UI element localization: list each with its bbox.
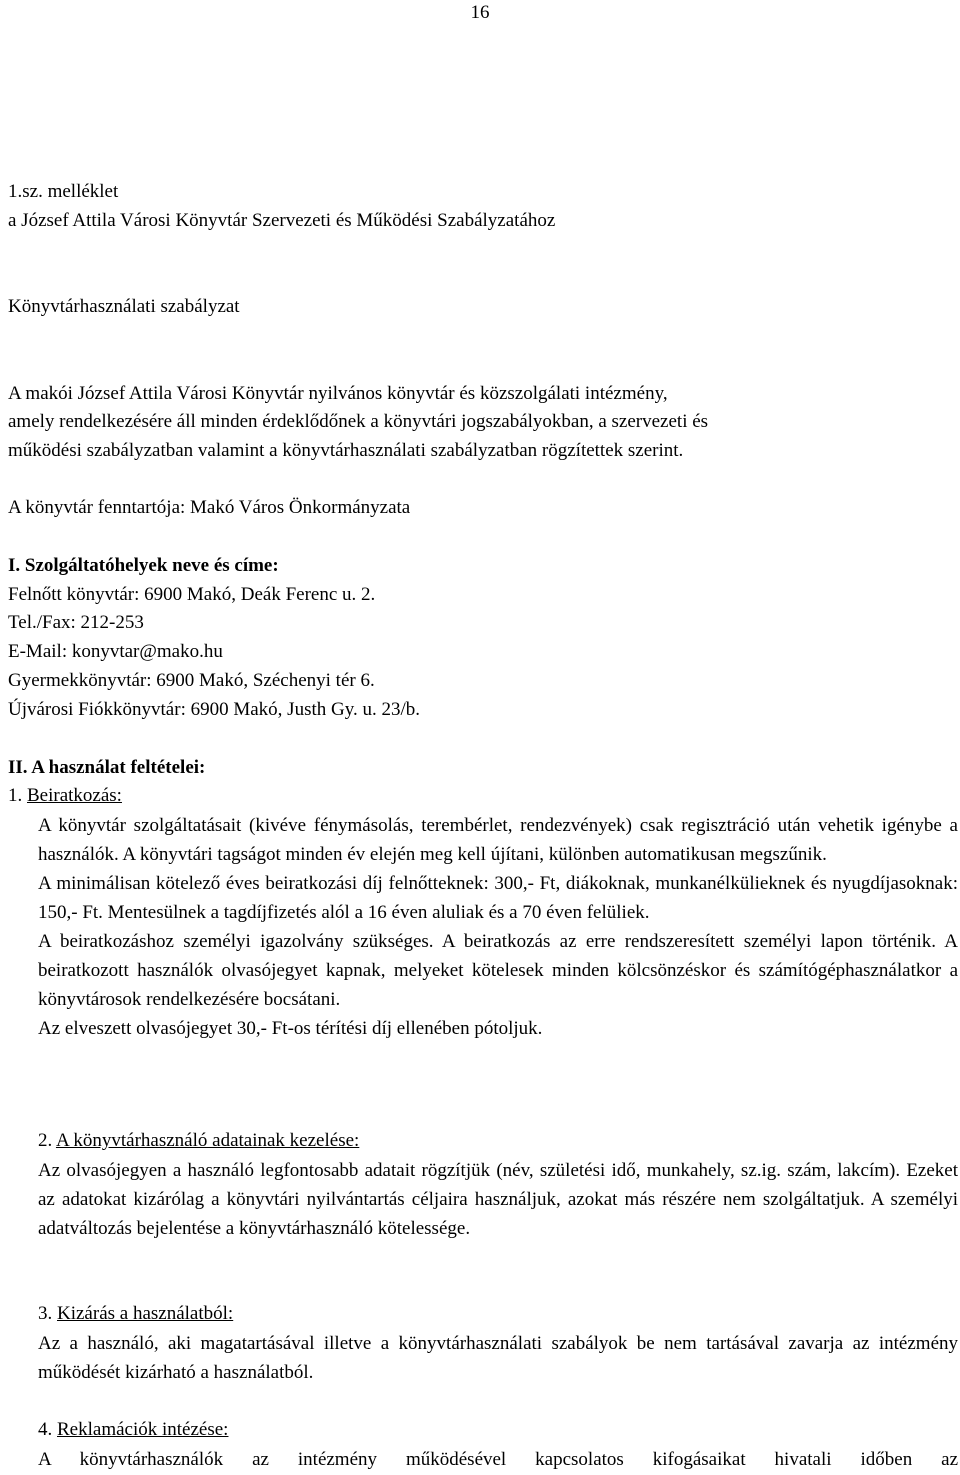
sub-1-paragraph: A könyvtár szolgáltatásait (kivéve fénymásolás, terembérlet, rendezvények) csak regisztráció után vehetik igénybe a használók. A könyvtári tagságot minden év elején meg kell újítani, különben automatikusan megszűnik. — [38, 815, 958, 865]
section-2-heading: II. A használat feltételei: — [8, 757, 206, 778]
sub-4-paragraph: A könyvtárhasználók az intézmény működésével kapcsolatos kifogásaikat hivatali időben az — [38, 1449, 958, 1470]
sub-3-number: 3. — [38, 1303, 53, 1324]
sub-1-paragraph: A beiratkozáshoz személyi igazolvány szükséges. A beiratkozás az erre rendszeresített személyi lapon történik. A beiratkozott használók olvasójegyet kapnak, melyeket kötelesek minden kölcsönzéskor és számítógéphasználatkor a könyvtárosok rendelkezésére bocsátani. — [38, 931, 958, 1010]
maintainer: A könyvtár fenntartója: Makó Város Önkormányzata — [8, 497, 411, 518]
sub-2-body — [38, 1156, 958, 1243]
sub-4-number: 4. — [38, 1419, 53, 1440]
sub-3-title: Kizárás a használatból: — [57, 1303, 234, 1324]
sub-1-heading — [8, 785, 122, 807]
intro-line-2: amely rendelkezésére áll minden érdeklődőnek a könyvtári jogszabályokban, a szervezeti és — [8, 411, 709, 432]
intro-line-3: működési szabályzatban valamint a könyvtárhasználati szabályzatban rögzítettek szerint. — [8, 440, 684, 461]
intro-line-1: A makói József Attila Városi Könyvtár nyilvános könyvtár és közszolgálati intézmény, — [8, 383, 668, 404]
address-branch-library: Újvárosi Fiókkönyvtár: 6900 Makó, Justh Gy. u. 23/b. — [8, 699, 421, 720]
sub-2-heading — [38, 1130, 359, 1152]
appendix-number: 1.sz. melléklet — [8, 181, 119, 202]
sub-1-number: 1. — [8, 785, 23, 806]
sub-4-title: Reklamációk intézése: — [57, 1419, 229, 1440]
address-adult-library: Felnőtt könyvtár: 6900 Makó, Deák Ferenc u. 2. — [8, 584, 376, 605]
sub-1-body — [38, 811, 958, 1043]
sub-1-paragraph: Az elveszett olvasójegyet 30,- Ft-os térítési díj ellenében pótoljuk. — [38, 1018, 543, 1039]
section-1-heading: I. Szolgáltatóhelyek neve és címe: — [8, 555, 279, 576]
sub-4-heading — [38, 1419, 228, 1441]
sub-2-paragraph: Az olvasójegyen a használó legfontosabb adatait rögzítjük (név, születési idő, munkahely, sz.ig. szám, lakcím). Ezeket az adatokat kizárólag a könyvtári nyilvántartás céljaira használjuk, azokat más részére nem szolgáltatjuk. A személyi adatváltozás bejelentése a könyvtárhasználó kötelessége. — [38, 1160, 958, 1239]
page-number: 16 — [470, 2, 490, 23]
sub-4-body — [38, 1445, 958, 1474]
sub-3-heading — [38, 1303, 233, 1325]
phone-fax: Tel./Fax: 212-253 — [8, 612, 144, 633]
sub-2-title: A könyvtárhasználó adatainak kezelése: — [55, 1130, 360, 1151]
appendix-reference: a József Attila Városi Könyvtár Szervezeti és Működési Szabályzatához — [8, 210, 556, 231]
email: E-Mail: konyvtar@mako.hu — [8, 641, 223, 662]
sub-1-title: Beiratkozás: — [27, 785, 122, 806]
sub-3-paragraph: Az a használó, aki magatartásával illetve a könyvtárhasználati szabályok be nem tartásával zavarja az intézmény működését kizárható a használatból. — [38, 1333, 958, 1383]
address-children-library: Gyermekkönyvtár: 6900 Makó, Széchenyi tér 6. — [8, 670, 375, 691]
document-title: Könyvtárhasználati szabályzat — [8, 296, 240, 317]
sub-1-paragraph: A minimálisan kötelező éves beiratkozási díj felnőtteknek: 300,- Ft, diákoknak, munkanélkülieknek és nyugdíjasoknak: 150,- Ft. Mentesülnek a tagdíjfizetés alól a 16 éven aluliak és a 70 éven felüliek. — [38, 873, 958, 923]
sub-3-body — [38, 1329, 958, 1387]
sub-2-number: 2. — [38, 1130, 53, 1151]
